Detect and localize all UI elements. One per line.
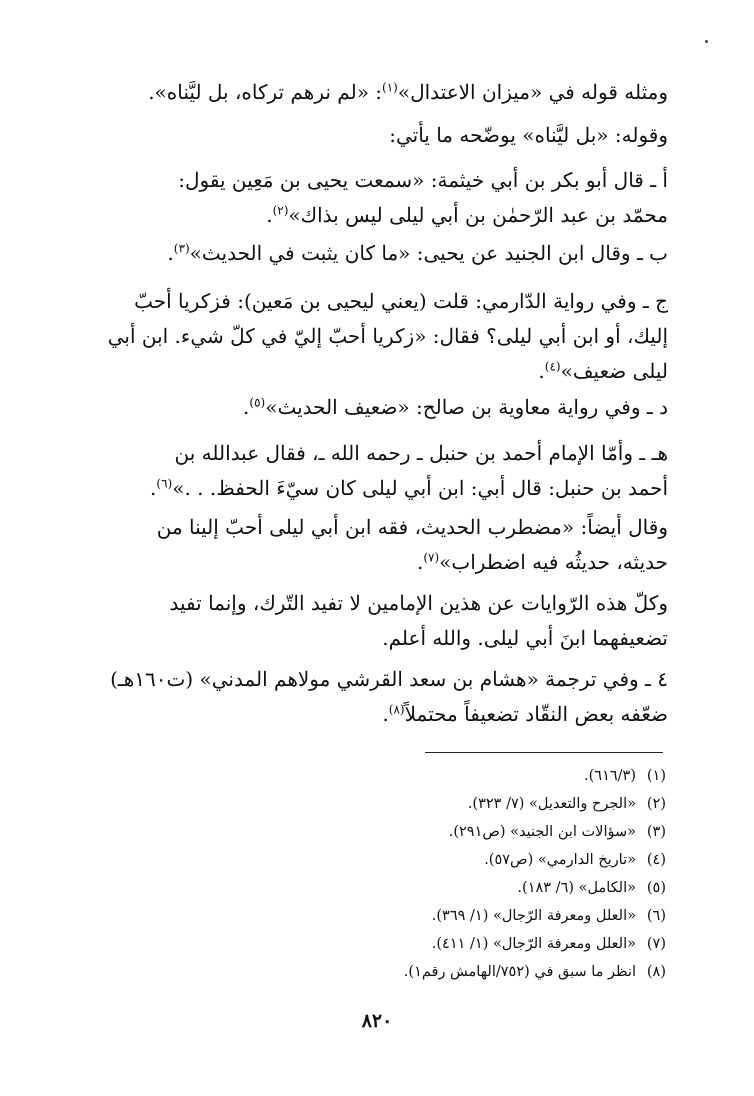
paragraph-e [83, 436, 668, 506]
text-line: وقوله: «بل ليَّناه» يوضّحه ما يأتي: [389, 123, 668, 147]
footnote-number: (١) [646, 768, 666, 784]
text-line [83, 697, 668, 732]
footnote-item [106, 790, 666, 818]
paragraph-g [83, 586, 668, 656]
footnote-number: (٦) [646, 908, 666, 924]
footnote-text: «الكامل» (٦/ ١٨٣). [517, 880, 636, 896]
footnote-ref: (٤) [544, 359, 561, 374]
footnote-text: «سؤالات ابن الجنيد» (ص٢٩١). [448, 824, 636, 840]
text-line [83, 198, 668, 233]
text-run: ليلى ضعيف» [560, 359, 668, 383]
paragraph-f [83, 510, 668, 580]
footnote-ref: (٧) [423, 550, 440, 565]
text-run: ضعّفه بعض النقّاد تضعيفاً محتملاً [404, 702, 668, 726]
paragraph-c [83, 284, 668, 389]
text-run: . [167, 241, 174, 265]
footnote-number: (٥) [646, 880, 666, 896]
paragraph-mizan [83, 75, 668, 110]
text-line [83, 75, 668, 110]
footnote-item [106, 818, 666, 846]
text-run: . [538, 359, 545, 383]
footnote-ref: (١) [382, 80, 398, 95]
footnote-item [106, 874, 666, 902]
text-line: أ ـ قال أبو بكر بن أبي خيثمة: «سمعت يحيى بن مَعِين يقول: [178, 168, 668, 192]
footnote-text: «العلل ومعرفة الرّجال» (١/ ٤١١). [431, 936, 636, 952]
footnote-item [106, 930, 666, 958]
paragraph-explanation [83, 118, 668, 153]
footnote-ref: (٦) [156, 476, 173, 491]
footnote-number: (٤) [646, 852, 666, 868]
text-line [83, 471, 668, 506]
text-line: تضعيفهما ابنَ أبي ليلى. والله أعلم. [382, 626, 668, 650]
footnotes [106, 762, 666, 986]
footnote-text: «العلل ومعرفة الرّجال» (١/ ٣٦٩). [431, 908, 636, 924]
footnote-ref: (٢) [272, 203, 289, 218]
text-run: . [416, 550, 424, 574]
text-line: ج ـ وفي رواية الدّارمي: قلت (يعني ليحيى بن مَعين): فزكريا أحبّ [134, 289, 668, 313]
text-run: أحمد بن حنبل: قال أبي: ابن أبي ليلى كان سيّءَ الحفظ. . .» [172, 476, 668, 500]
text-run: . [266, 203, 273, 227]
footnote-text: (٦١٦/٣). [584, 768, 636, 784]
footnote-item [106, 846, 666, 874]
text-line [83, 390, 668, 425]
text-line [83, 545, 668, 580]
text-line [83, 354, 668, 389]
paragraph-h [83, 662, 668, 732]
paragraph-b [83, 236, 668, 271]
footnote-text: انظر ما سبق في (٧٥٢/الهامش رقم١). [403, 964, 636, 980]
paragraph-a [83, 163, 668, 233]
text-line: إليك، أو ابن أبي ليلى؟ فقال: «زكريا أحبّ إليّ في كلّ شيء. ابن أبي [107, 324, 668, 348]
text-run: حديثه، حديثُه فيه اضطراب» [439, 550, 668, 574]
footnote-item [106, 958, 666, 986]
scan-speck [705, 40, 708, 43]
footnote-ref: (٥) [249, 395, 266, 410]
text-line: هـ ـ وأمّا الإمام أحمد بن حنبل ـ رحمه الله ـ، فقال عبدالله بن [174, 441, 668, 465]
footnote-text: «تاريخ الدارمي» (ص٥٧). [484, 852, 636, 868]
text-run: . [382, 702, 389, 726]
paragraph-d [83, 390, 668, 425]
footnote-separator [425, 752, 663, 753]
footnote-item [106, 762, 666, 790]
footnote-ref: (٨) [388, 702, 405, 717]
text-line: وكلّ هذه الرّوايات عن هذين الإمامين لا تفيد التّرك، وإنما تفيد [169, 591, 668, 615]
text-line: وقال أيضاً: «مضطرب الحديث، فقه ابن أبي ليلى أحبّ إلينا من [156, 515, 668, 539]
footnote-item [106, 902, 666, 930]
page-number: ٨٢٠ [361, 1010, 393, 1032]
text-line: ٤ ـ وفي ترجمة «هشام بن سعد القرشي مولاهم المدني» (ت١٦٠هـ) [110, 667, 668, 691]
text-run: ومثله قوله في «ميزان الاعتدال» [397, 80, 668, 104]
footnote-number: (٣) [646, 824, 666, 840]
footnote-ref: (٣) [173, 241, 190, 256]
text-run: د ـ وفي رواية معاوية بن صالح: «ضعيف الحديث» [265, 395, 668, 419]
text-run: ب ـ وقال ابن الجنيد عن يحيى: «ما كان يثبت في الحديث» [189, 241, 668, 265]
text-run: محمّد بن عبد الرّحمٰن بن أبي ليلى ليس بذاك» [288, 203, 668, 227]
footnote-number: (٧) [646, 936, 666, 952]
text-run: . [150, 476, 157, 500]
footnote-number: (٨) [646, 964, 666, 980]
footnote-text: «الجرح والتعديل» (٧/ ٣٢٣). [467, 796, 636, 812]
footnote-number: (٢) [646, 796, 666, 812]
text-line [83, 236, 668, 271]
text-run: : «لم نرهم تركاه، بل ليَّناه». [148, 80, 383, 104]
text-run: . [243, 395, 250, 419]
